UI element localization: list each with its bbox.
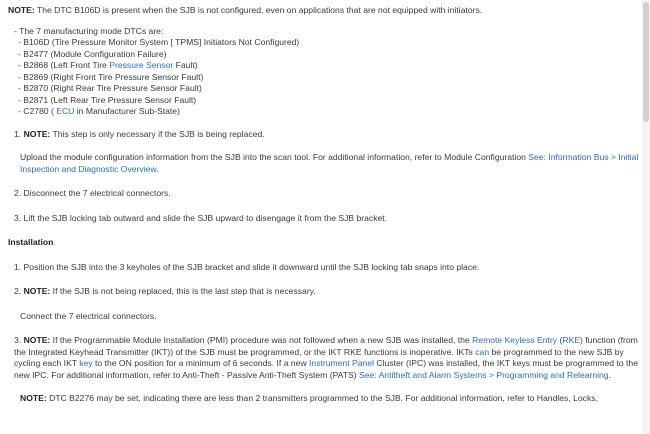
dtc-item-text: in Manufacturer Sub-State) <box>74 106 180 116</box>
dtc-list-item <box>18 49 640 61</box>
dtc-list-item <box>18 37 640 49</box>
step-3: 3. Lift the SJB locking tab outward and slide the SJB upward to disengage it from the SJB bracket. <box>14 212 388 223</box>
vertical-scrollbar[interactable] <box>642 0 650 434</box>
antitheft-programming-link[interactable]: See: Antitheft and Alarm Systems > Programming and Relearning <box>359 369 609 380</box>
dtc-item-text: - B2870 (Right Rear Tire Pressure Sensor Fault) <box>18 83 202 93</box>
text-segment: be programmed to the new SJB by cycling each IKT <box>14 346 624 368</box>
step-number: 1. <box>14 128 22 139</box>
installation-step-2-body: Connect the 7 electrical connectors. <box>20 310 157 321</box>
dtc-item-text: - B2871 (Left Rear Tire Pressure Sensor Fault) <box>18 94 197 105</box>
dtc-item-text: - B2868 (Left Front Tire <box>18 60 110 70</box>
text-segment: to the ON position for a minimum of 6 seconds. If a new <box>92 358 310 368</box>
information-bus-link[interactable]: See: Information Bus > Initial Inspection and Diagnostic Overview <box>20 152 639 174</box>
step-1-note-text: This step is only necessary if the SJB is being replaced. <box>50 128 265 139</box>
dtc-item-link[interactable]: ECU <box>56 106 75 116</box>
scrollbar-thumb[interactable] <box>643 2 649 122</box>
step-1-body-text: Upload the module configuration information from the SJB into the scan tool. For additional information, refer to Module Configuration <box>20 152 529 162</box>
dtc-item-text: - B2869 (Right Front Tire Pressure Sensor Fault) <box>18 71 204 82</box>
dtc-list-item <box>18 83 640 95</box>
dtc-list-items <box>8 37 640 118</box>
dtc-list-item <box>18 60 640 72</box>
step-2: 2. Disconnect the 7 electrical connectors. <box>14 188 171 198</box>
dtc-list-item <box>18 95 640 107</box>
document-content <box>8 4 640 405</box>
text-segment: Cluster (IPC) was installed, the IKT keys must be programmed to the new IPC. For additional information, refer to Anti-Theft - Passive Anti-Theft System (PATS) <box>14 358 638 380</box>
installation-heading: Installation <box>8 237 54 247</box>
installation-step-3 <box>8 335 640 381</box>
dtc-list-intro: - The 7 manufacturing mode DTCs are: <box>14 25 164 36</box>
note-label: NOTE: <box>23 128 51 139</box>
dtc-list <box>8 26 640 118</box>
note-label: NOTE: <box>23 335 51 345</box>
installation-step-2-note-text: If the SJB is not being replaced, this is the last step that is necessary. <box>50 286 316 296</box>
installation-step-1: 1. Position the SJB into the 3 keyholes of the SJB bracket and slide it downward until the SJB locking tab snaps into place. <box>14 261 480 272</box>
note-label: NOTE: <box>23 286 51 296</box>
remote-keyless-entry-link[interactable]: Remote Keyless Entry <box>472 335 558 345</box>
dtc-list-item <box>18 106 640 118</box>
step-1-note <box>8 129 640 141</box>
text-segment: ) function (from the Integrated Keyhead Transmitter (IKT)) of the SJB must be programmed, or the IKT RKE functions is inoperative. IKTs <box>14 335 638 357</box>
instrument-panel-link[interactable]: Instrument Panel <box>309 358 375 368</box>
note-label: NOTE: <box>8 5 35 15</box>
period: . <box>156 163 159 174</box>
note-label: NOTE: <box>20 393 47 403</box>
key-link[interactable]: key <box>79 358 93 368</box>
step-1-body <box>8 152 640 175</box>
step-number: 3. <box>14 335 22 345</box>
rke-link[interactable]: RKE <box>562 335 581 345</box>
can-link[interactable]: can <box>475 346 490 357</box>
installation-step-2-note <box>8 286 640 298</box>
dtc-item-text: - C2780 ( <box>18 106 57 116</box>
dtc-item-text: - B2477 (Module Configuration Failure) <box>18 48 167 59</box>
step-number: 2. <box>14 286 22 296</box>
dtc-list-item <box>18 72 640 84</box>
dtc-item-text: - B106D (Tire Pressure Monitor System [ TPMS] Initiators Not Configured) <box>18 37 300 47</box>
step-1 <box>8 129 640 176</box>
text-segment: If the Programmable Module Installation (PMI) procedure was not followed when a new SJB was installed, the <box>50 335 473 345</box>
dtc-b2276-note-text: DTC B2276 may be set, indicating there are less than 2 transmitters programmed to the SJB. For additional information, refer to Handles, Locks, <box>46 393 598 403</box>
installation-step-2 <box>8 286 640 322</box>
note-b106d <box>8 5 640 17</box>
note-text: The DTC B106D is present when the SJB is not configured, even on applications that are not equipped with initiators. <box>34 5 483 15</box>
dtc-b2276-note <box>8 393 640 405</box>
dtc-item-link[interactable]: Pressure Sensor <box>109 60 174 70</box>
text-segment: ( <box>557 335 563 345</box>
dtc-item-text: Fault) <box>173 60 198 70</box>
period: . <box>608 369 611 380</box>
